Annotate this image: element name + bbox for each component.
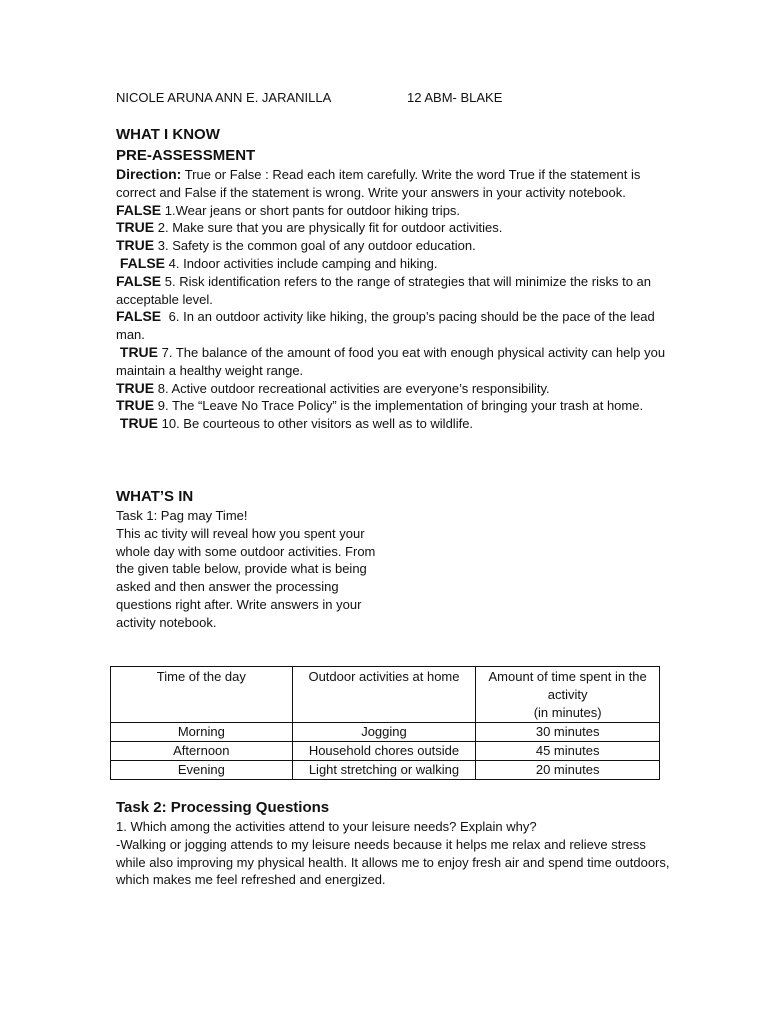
table-row [111, 761, 660, 780]
task2-question: 1. Which among the activities attend to your leisure needs? Explain why? [116, 819, 537, 834]
list-item [116, 219, 676, 237]
task2-heading: Task 2: Processing Questions [116, 799, 330, 816]
item-text: 6. In an outdoor activity like hiking, the group’s pacing should be the pace of the lead man. [116, 309, 655, 343]
item-text: 9. The “Leave No Trace Policy” is the implementation of bringing your trash at home. [154, 398, 644, 414]
table-header-row [111, 667, 660, 723]
student-name: NICOLE ARUNA ANN E. JARANILLA [116, 90, 332, 105]
list-item [116, 202, 676, 220]
item-text: 3. Safety is the common goal of any outdoor education. [154, 238, 476, 254]
direction-text: True or False : Read each item carefully. Write the word True if the statement is correct and False if the statement is wrong. Write your answers in your activity notebook. [116, 167, 641, 200]
column-header-unit: (in minutes) [533, 705, 602, 720]
direction-paragraph [116, 166, 676, 202]
item-text: 4. Indoor activities include camping and hiking. [165, 255, 438, 271]
list-item [116, 237, 676, 255]
activity-table [110, 666, 660, 780]
table-cell: Jogging [292, 723, 476, 742]
answer-label: TRUE [116, 415, 158, 432]
task2-section [116, 797, 676, 889]
task2-answer: -Walking or jogging attends to my leisure needs because it helps me relax and relieve stress while also improving my physical health. It allows me to enjoy fresh air and spend time outdoors, which makes me feel refreshed and energized. [116, 836, 670, 888]
what-i-know-heading: WHAT I KNOW [116, 126, 220, 143]
list-item [116, 255, 676, 273]
answer-label: TRUE [116, 397, 155, 414]
column-header-text: Amount of time spent in the activity [488, 669, 647, 702]
answer-label: TRUE [116, 219, 155, 236]
answer-label: TRUE [116, 237, 155, 254]
answer-label: TRUE [116, 343, 158, 360]
answer-label: TRUE [116, 379, 155, 396]
answer-label: FALSE [116, 308, 166, 325]
whats-in-heading: WHAT’S IN [116, 488, 194, 505]
task1-instructions: This ac tivity will reveal how you spent your whole day with some outdoor activities. From the given table below, provide what is being asked and then answer the processing questions right after. Write answers in your activity notebook. [116, 525, 376, 630]
table-row [111, 742, 660, 761]
item-text: 10. Be courteous to other visitors as well as to wildlife. [158, 416, 474, 432]
class-section: 12 ABM- BLAKE [407, 90, 503, 105]
column-header: Time of the day [111, 667, 293, 723]
list-item [116, 397, 676, 415]
list-item [116, 380, 676, 398]
item-text: 5. Risk identification refers to the range of strategies that will minimize the risks to an acceptable level. [116, 273, 652, 307]
item-text: 1.Wear jeans or short pants for outdoor hiking trips. [161, 202, 461, 218]
item-text: 7. The balance of the amount of food you eat with enough physical activity can help you maintain a healthy weight range. [116, 344, 666, 378]
answer-label: FALSE [116, 254, 166, 271]
item-text: 8. Active outdoor recreational activities are everyone’s responsibility. [154, 380, 550, 396]
list-item [116, 273, 676, 309]
answer-label: FALSE [116, 201, 162, 218]
whats-in-section [116, 486, 676, 632]
table-cell: 30 minutes [476, 723, 660, 742]
table-cell: Light stretching or walking [292, 761, 476, 780]
list-item [116, 308, 676, 344]
task1-title: Task 1: Pag may Time! [116, 508, 248, 523]
table-cell: 45 minutes [476, 742, 660, 761]
answer-label: FALSE [116, 272, 162, 289]
table-cell: Evening [111, 761, 293, 780]
list-item [116, 344, 676, 380]
table-cell: Morning [111, 723, 293, 742]
table-cell: Afternoon [111, 742, 293, 761]
what-i-know-section [116, 124, 676, 433]
direction-label: Direction: [116, 166, 182, 182]
list-item [116, 415, 676, 433]
column-header: Outdoor activities at home [292, 667, 476, 723]
table-cell: 20 minutes [476, 761, 660, 780]
item-text: 2. Make sure that you are physically fit for outdoor activities. [154, 220, 503, 236]
table-cell: Household chores outside [292, 742, 476, 761]
table-row [111, 723, 660, 742]
column-header [476, 667, 660, 723]
pre-assessment-heading: PRE-ASSESSMENT [116, 147, 256, 164]
